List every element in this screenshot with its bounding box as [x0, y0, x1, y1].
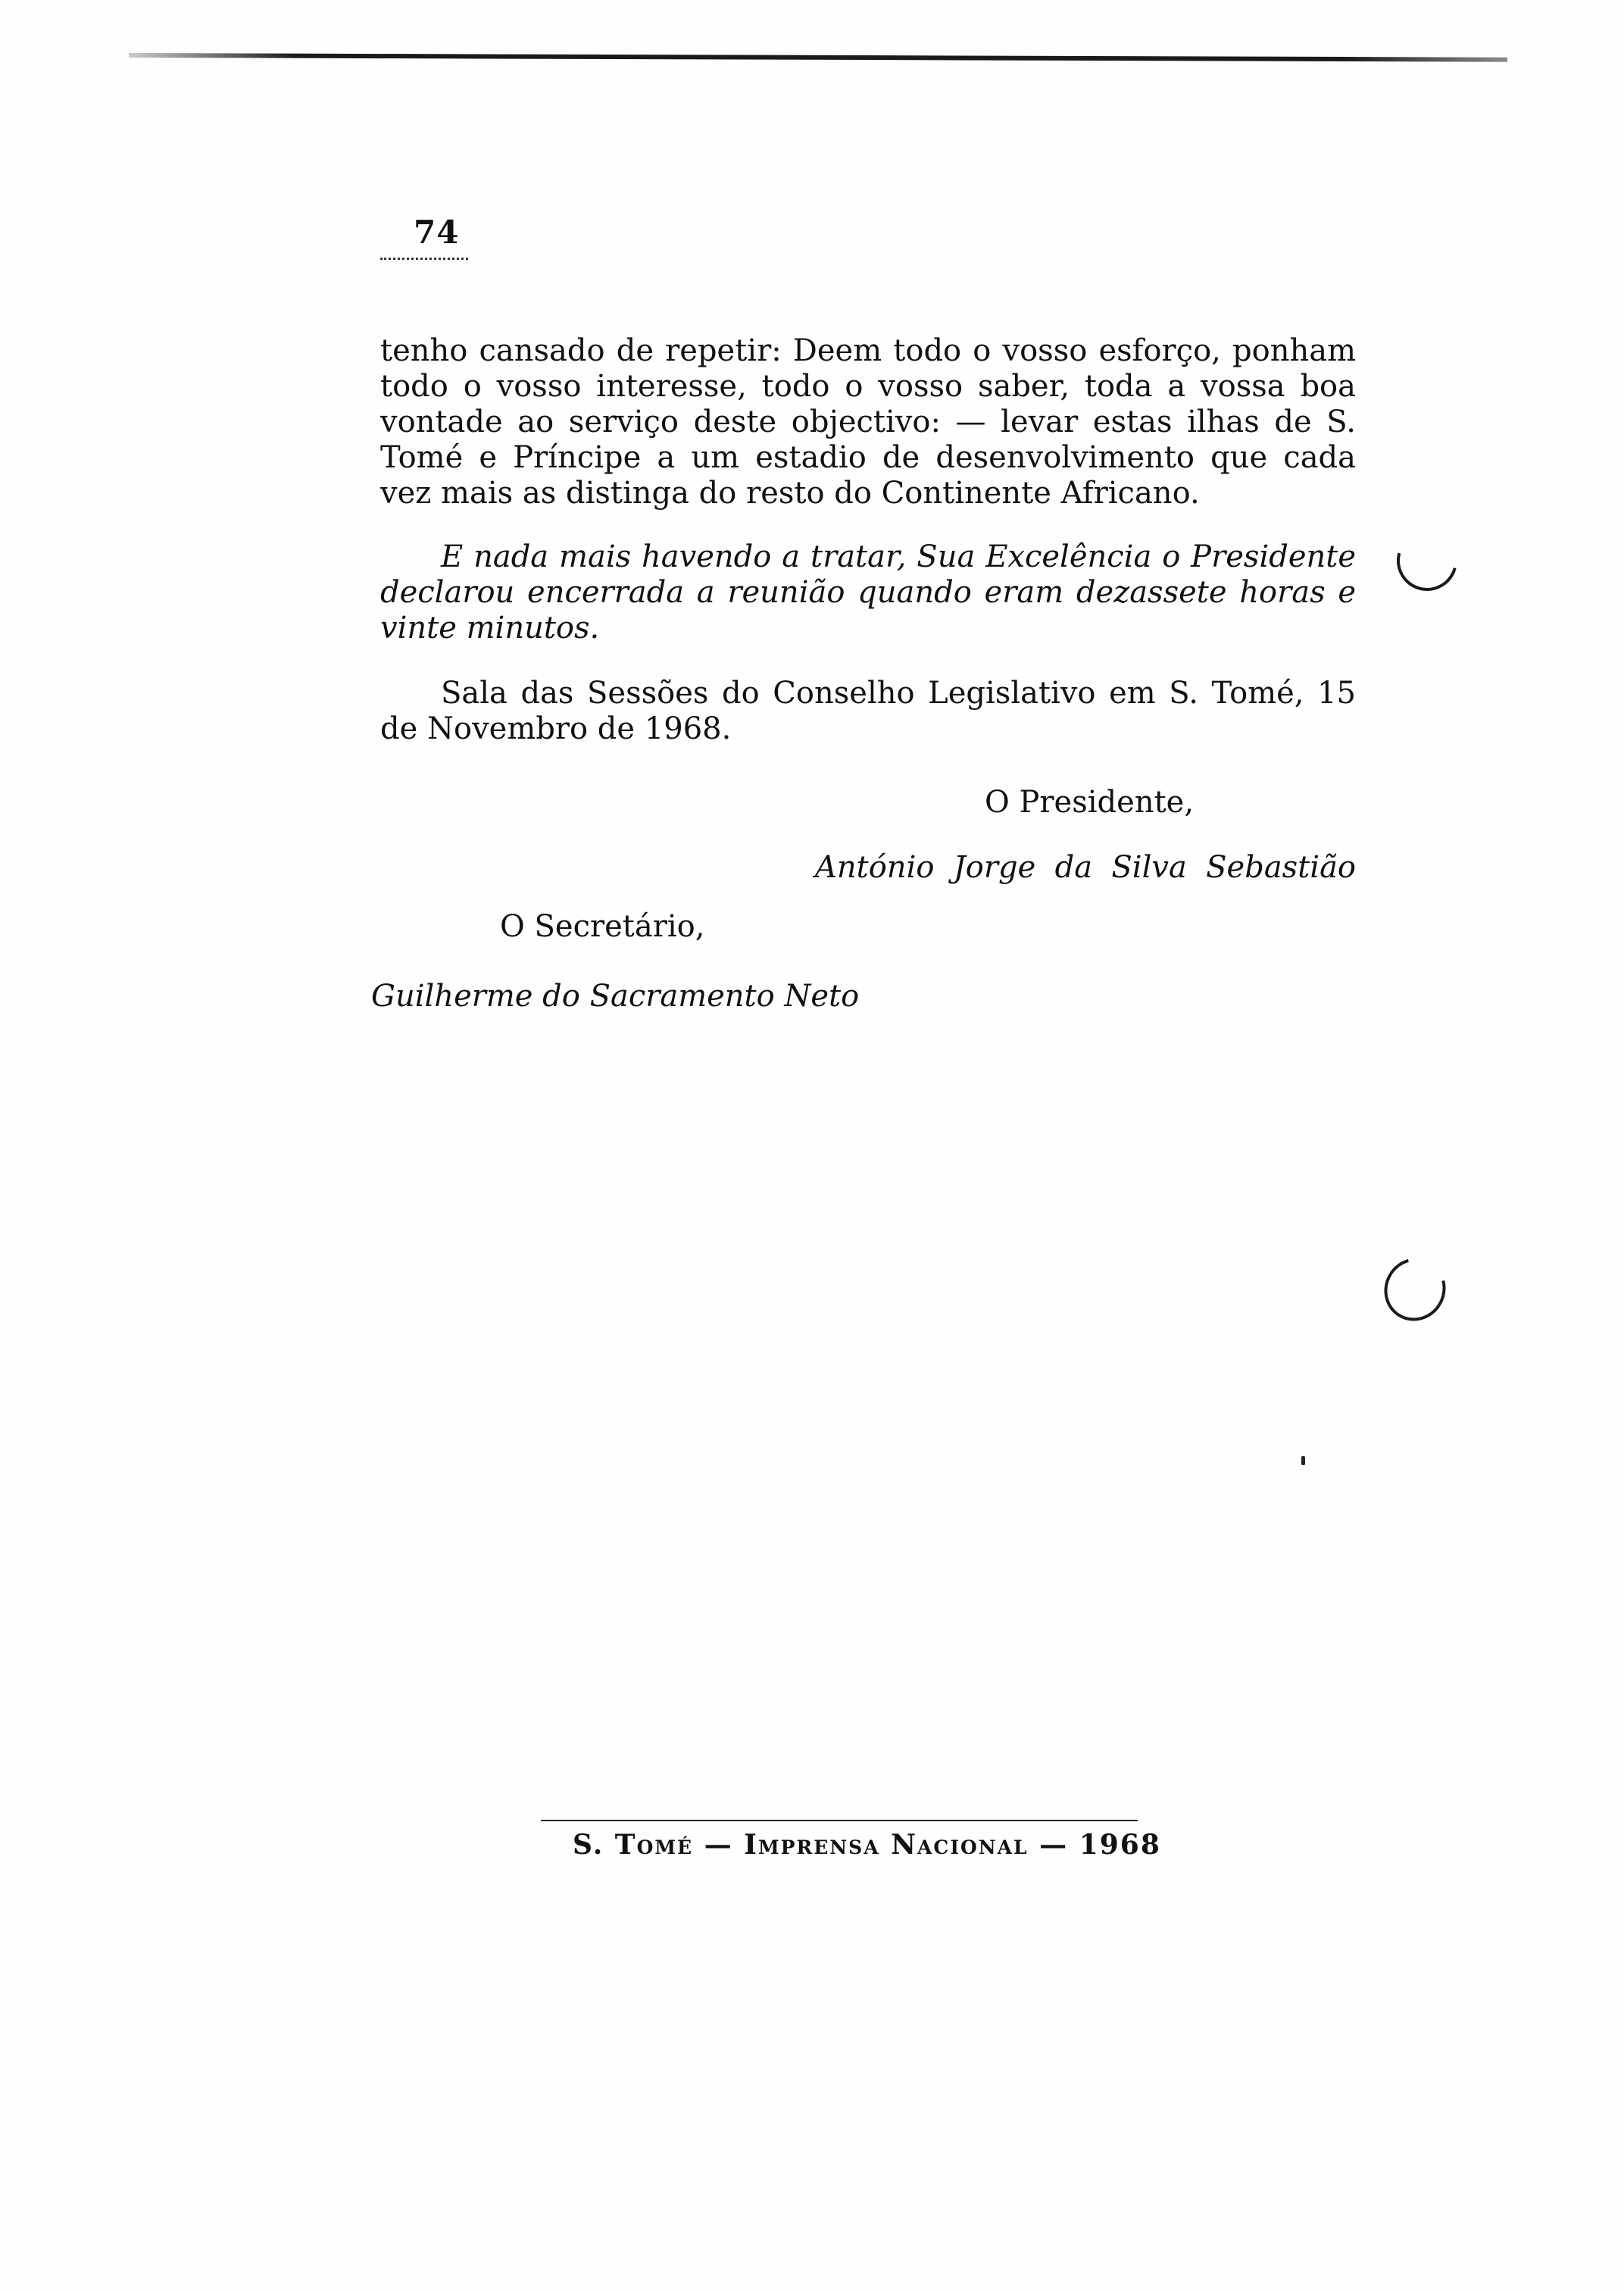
printer-imprint: S. Tomé — Imprensa Nacional — 1968 [573, 1829, 1161, 1861]
paragraph-session-place-date: Sala das Sessões do Conselho Legislativo em S. Tomé, 15 de Novembro de 1968. [380, 676, 1356, 746]
page-number: 74 [414, 214, 460, 251]
top-edge-rule [129, 53, 1507, 62]
page-number-underline [380, 258, 468, 260]
punch-hole-mark-upper [1385, 519, 1468, 602]
president-title: O Presidente, [985, 785, 1195, 820]
footer-rule [541, 1820, 1138, 1821]
secretary-name: Guilherme do Sacramento Neto [371, 979, 860, 1014]
paragraph-meeting-closure: E nada mais havendo a tratar, Sua Excelência o Presidente declarou encerrada a reunião quando eram dezassete horas e vinte minutos. [380, 539, 1356, 645]
paragraph-closing-speech: tenho cansado de repetir: Deem todo o vosso esforço, ponham todo o vosso interesse, todo o vosso saber, toda a vossa boa vontade ao serviço deste objectivo: — levar estas ilhas de S. Tomé e Príncipe a um estadio de desenvolvimento que cada vez mais as distinga do resto do Continente Africano. [380, 333, 1356, 511]
secretary-title: O Secretário, [500, 909, 705, 944]
punch-hole-mark-lower [1373, 1247, 1457, 1333]
president-name: António Jorge da Silva Sebastião [815, 850, 1356, 885]
ink-speck [1301, 1456, 1305, 1465]
